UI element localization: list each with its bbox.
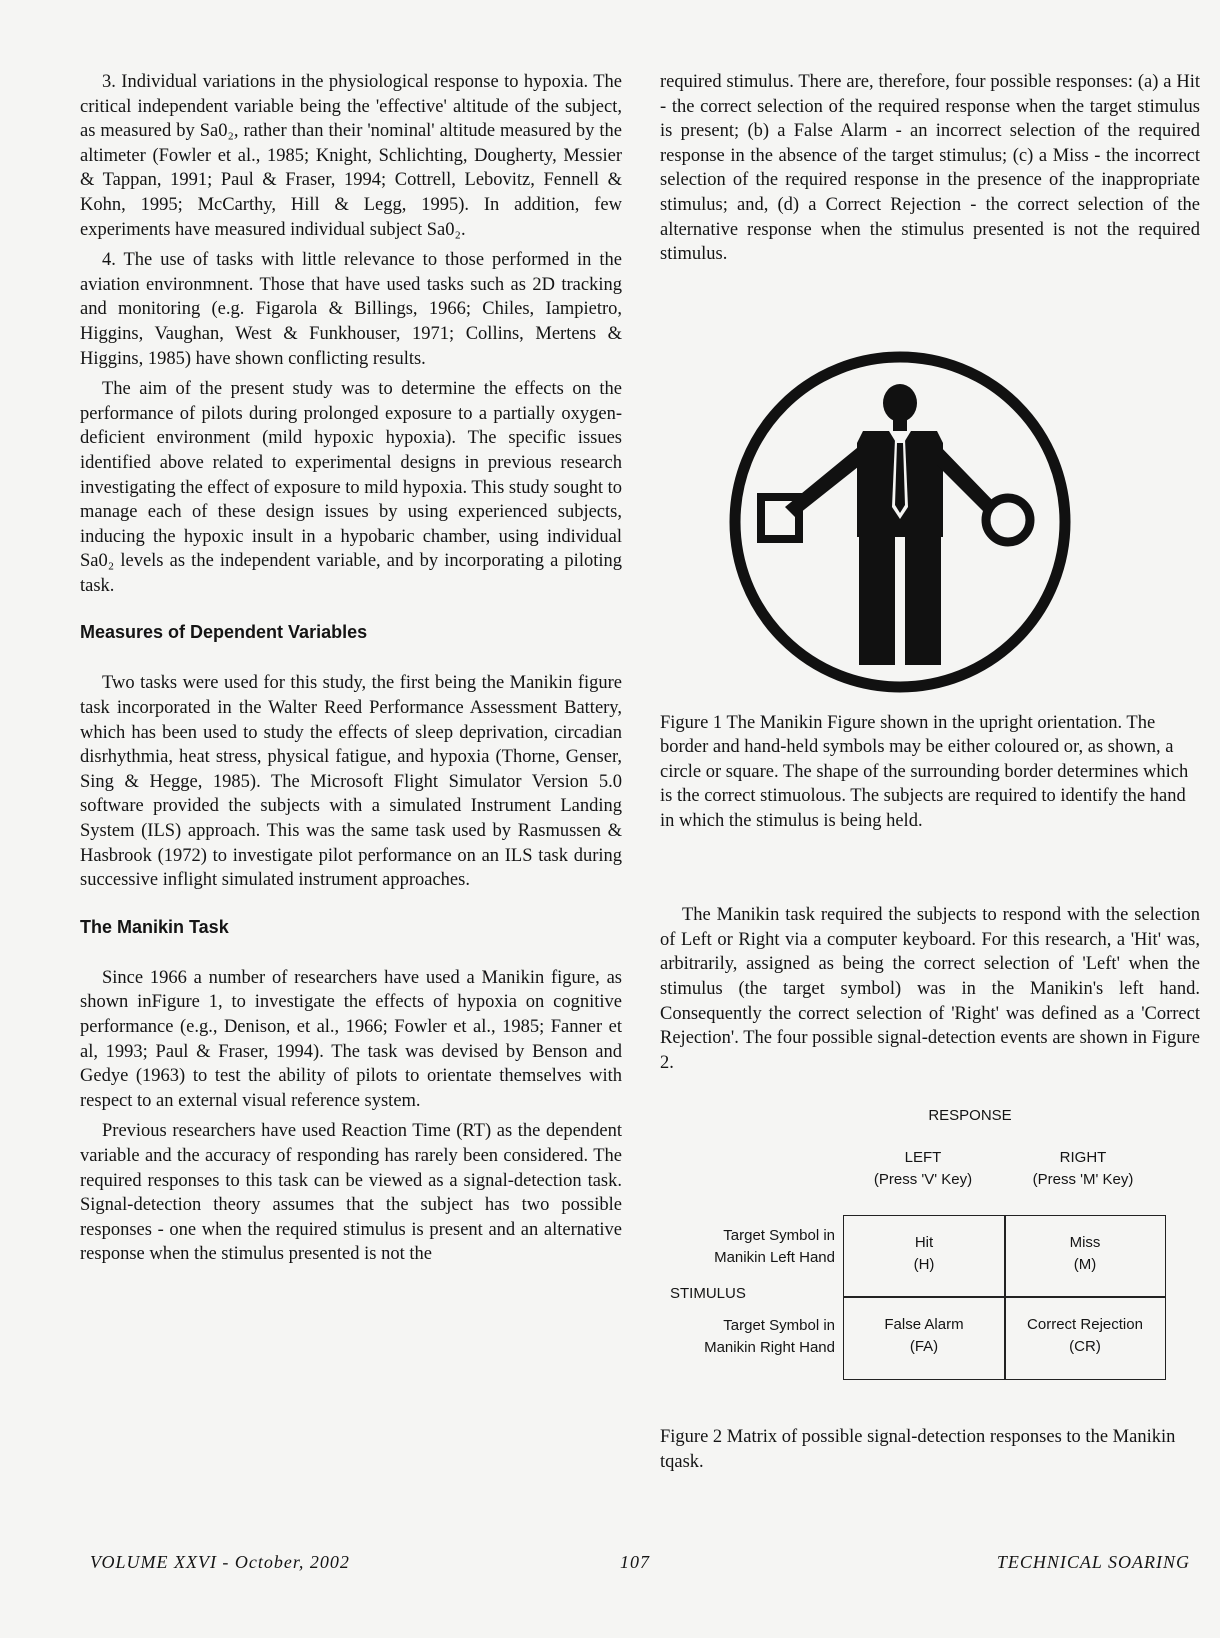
- cell-correct-rejection: [1005, 1314, 1165, 1358]
- cell-false-alarm-abbr: (FA): [909, 1338, 939, 1356]
- figure-1-manikin: [660, 347, 1200, 697]
- grid-divider-horizontal: [844, 1296, 1165, 1298]
- right-column: [660, 70, 1200, 1474]
- heading-measures: Measures of Dependent Variables: [80, 622, 368, 643]
- cell-hit: [844, 1232, 1004, 1276]
- cell-miss: [1005, 1232, 1165, 1276]
- cell-hit-label: Hit: [914, 1234, 934, 1252]
- figure-2-matrix: [660, 1105, 1200, 1415]
- figure-2-caption: Figure 2 Matrix of possible signal-detection responses to the Manikin tqask.: [660, 1427, 1176, 1472]
- left-column: [80, 70, 622, 1273]
- paragraph-manikin-response: The Manikin task required the subjects to respond with the selection of Left or Right via a computer keyboard. For this research, a 'Hit' was, arbitrarily, assigned as being the correct selection of 'Left' when the stimulus (the target symbol) was in the Manikin's left hand. Consequently the correct selection of 'Right' was defined as a 'Correct Rejection'. The four possible signal-detection events are shown in Figure 2.: [660, 905, 1200, 1073]
- figure-1-caption: Figure 1 The Manikin Figure shown in the upright orientation. The border and hand-held symbols may be either coloured or, as shown, a circle or square. The shape of the surrounding border determines which is the correct stimuolous. The subjects are required to identify the hand in which the stimulus is being held.: [660, 712, 1189, 831]
- footer-page-number: 107: [620, 1552, 650, 1572]
- signal-detection-grid: [843, 1215, 1166, 1380]
- response-label: RESPONSE: [928, 1107, 1012, 1125]
- paragraph-since-1966: Since 1966 a number of researchers have used a Manikin figure, as shown inFigure 1, to investigate the effects of hypoxia on cognitive performance (e.g., Denison, et al., 1966; Fowler et al., 1985; Fanner et al, 1993; Paul & Fraser, 1994). The task was devised by Benson and Gedye (1963) to test the ability of pilots to orientate themselves with respect to an external visual reference system.: [80, 967, 622, 1111]
- paragraph-study-aim: The aim of the present study was to determine the effects on the performance of pilots during prolonged exposure to a partially oxygen-deficient environment (mild hypoxic hypoxia). The specific issues identified above related to experimental designs in previous research investigating the effect of exposure to mild hypoxia. This study sought to manage each of these design issues by using experienced subjects, inducing the hypoxic insult in a hypobaric chamber, using individual Sa0₂ levels as the independent variable, and by incorporating a piloting task.: [80, 379, 622, 596]
- heading-manikin-task: The Manikin Task: [80, 916, 229, 937]
- row-2-label-line-2: Manikin Right Hand: [704, 1339, 835, 1357]
- paragraph-previous-researchers: Previous researchers have used Reaction Time (RT) as the dependent variable and the accuracy of responding has rarely been considered. The required responses to this task can be viewed as a signal-detection task. Signal-detection theory assumes that the subject has two possible responses - one when the required stimulus is present and an alternative response when the stimulus presented is not the: [80, 1121, 622, 1265]
- row-1-label-line-1: Target Symbol in: [723, 1227, 835, 1245]
- paragraph-two-tasks: Two tasks were used for this study, the first being the Manikin figure task incorporated in the Walter Reed Performance Assessment Battery, which has been used to study the effects of sleep deprivation, circadian disrhythmia, heat stress, physical fatigue, and hypoxia (Thorne, Genser, Sing & Hegge, 1985). The Microsoft Flight Simulator Version 5.0 software provided the subjects with a simulated Instrument Landing System (ILS) approach. This was the same task used by Rasmussen & Hasbrook (1972) to investigate pilot performance on an ILS task during successive inflight simulated instrument approaches.: [80, 673, 622, 891]
- cell-false-alarm-label: False Alarm: [884, 1316, 964, 1334]
- row-2-label-line-1: Target Symbol in: [723, 1317, 835, 1335]
- stimulus-label: STIMULUS: [670, 1285, 746, 1303]
- paragraph-individual-variations: 3. Individual variations in the physiological response to hypoxia. The critical independent variable being the 'effective' altitude of the subject, as measured by Sa0₂, rather than their 'nominal' altitude measured by the altimeter (Fowler et al., 1985; Knight, Schlichting, Dougherty, Messier & Tappan, 1991; Paul & Fraser, 1994; Cottrell, Lebovitz, Fennell & Kohn, 1995; McCarthy, Hill & Legg, 1995). In addition, few experiments have measured individual subject Sa0₂.: [80, 72, 622, 240]
- footer-journal: TECHNICAL SOARING: [996, 1552, 1190, 1572]
- manikin-figure-icon: [725, 347, 1075, 697]
- page-footer: [80, 1552, 1200, 1582]
- left-header: LEFT: [904, 1149, 942, 1167]
- paragraph-task-relevance: 4. The use of tasks with little relevance to those performed in the aviation environmnent. Those that have used tasks such as 2D tracking and monitoring (e.g. Figarola & Billings, 1966; Chiles, Iampietro, Higgins, Vaughan, West & Funkhouser, 1971; Collins, Mertens & Higgins, 1985) have shown conflicting results.: [80, 250, 622, 369]
- paragraph-required-stimulus: required stimulus. There are, therefore, four possible responses: (a) a Hit - the correct selection of the required response when the target stimulus is present; (b) a False Alarm - an incorrect selection of the required response in the absence of the target stimulus; (c) a Miss - the incorrect selection of the required response in the presence of the inappropriate stimulus; and, (d) a Correct Rejection - the correct selection of the alternative response when the stimulus presented is not the required stimulus.: [660, 72, 1200, 265]
- cell-miss-label: Miss: [1069, 1234, 1101, 1252]
- cell-correct-rejection-abbr: (CR): [1069, 1338, 1101, 1356]
- right-key-hint: (Press 'M' Key): [1032, 1171, 1134, 1189]
- cell-false-alarm: [844, 1314, 1004, 1358]
- left-key-hint: (Press 'V' Key): [873, 1171, 973, 1189]
- cell-correct-rejection-label: Correct Rejection: [1027, 1316, 1143, 1334]
- right-header: RIGHT: [1059, 1149, 1107, 1167]
- cell-miss-abbr: (M): [1073, 1256, 1097, 1274]
- cell-hit-abbr: (H): [913, 1256, 935, 1274]
- footer-volume: VOLUME XXVI - October, 2002: [90, 1552, 350, 1572]
- row-1-label-line-2: Manikin Left Hand: [714, 1249, 835, 1267]
